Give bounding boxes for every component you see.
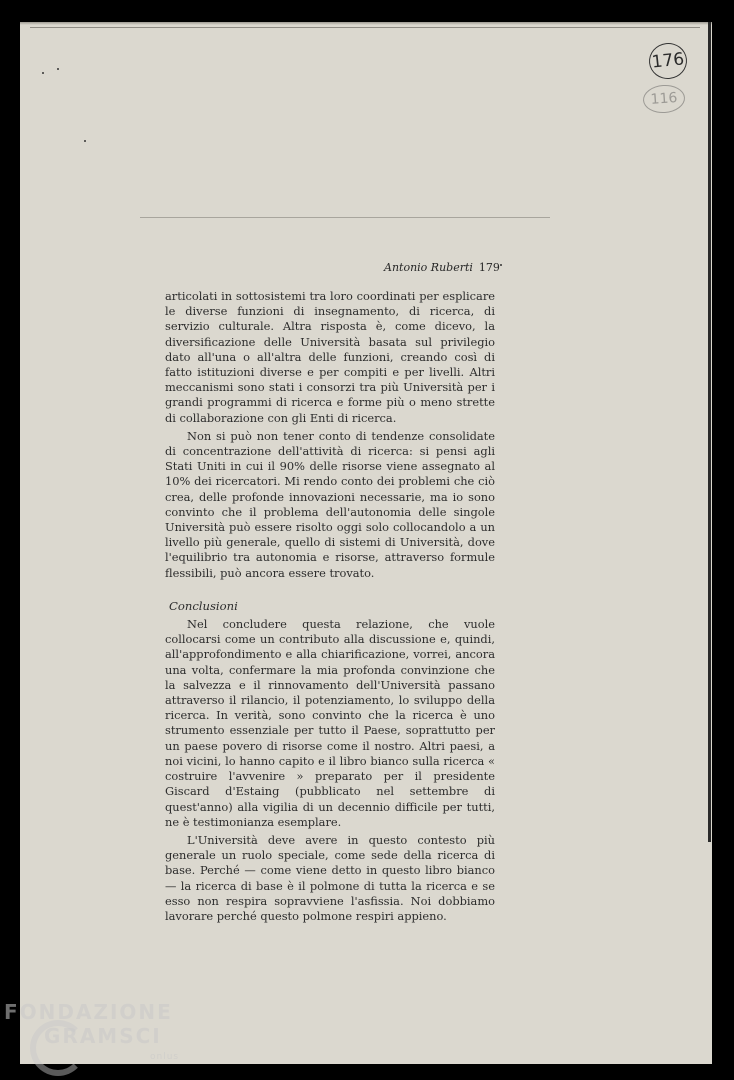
page-top-edge bbox=[20, 22, 712, 25]
paper-speck bbox=[500, 264, 502, 266]
ghost-line bbox=[30, 27, 700, 28]
paragraph: articolati in sottosistemi tra loro coordinati per esplicare le diverse funzioni di insegnamento, di ricerca, di servizio culturale. Altra risposta è, come dicevo, la diversificazione delle Università basata sul privilegio dato all'una o all'altra delle funzioni, creando così di fatto istituzioni diverse e per compiti e per livelli. Altri meccanismi sono stati i consorzi tra più Università per i grandi programmi di ricerca e forme più o meno strette di collaborazione con gli Enti di ricerca. bbox=[165, 289, 495, 425]
watermark-line2: GRAMSCI bbox=[44, 1024, 162, 1048]
page-number: 179 bbox=[478, 261, 500, 274]
running-head-author: Antonio Ruberti bbox=[384, 261, 473, 274]
paper-speck bbox=[84, 140, 86, 142]
watermark bbox=[4, 1000, 180, 1062]
paragraph: Nel concludere questa relazione, che vuole collocarsi come un contributo alla discussione e, quindi, all'approfondimento e alla chiarificazione, vorrei, ancora una volta, confermare la mia profonda convinzione che la salvezza e il rinnovamento dell'Università passano attraverso il rilancio, il potenziamento, lo sviluppo della ricerca. In verità, sono convinto che la ricerca è uno strumento essenziale per tutto il Paese, soprattutto per un paese povero di risorse come il nostro. Altri paesi, a noi vicini, lo hanno capito e il libro bianco sulla ricerca « costruire l'avvenire » preparato per il presidente Giscard d'Estaing (pubblicato nel settembre di quest'anno) alla vigilia di un decennio difficile per tutti, ne è testimonianza esemplare. bbox=[165, 617, 495, 829]
page-right-edge bbox=[708, 22, 711, 842]
watermark-suffix: onlus bbox=[150, 1052, 180, 1062]
paper-speck bbox=[57, 68, 59, 70]
body-text bbox=[165, 289, 495, 924]
paragraph: Non si può non tener conto di tendenze consolidate di concentrazione dell'attività di ricerca: si pensi agli Stati Uniti in cui il 90% delle risorse viene assegnato al 10% dei ricercatori. Mi rendo conto dei problemi che ciò crea, delle profonde innovazioni necessarie, ma io sono convinto che il problema dell'autonomia delle singole Università può essere risolto oggi solo collocandolo a un livello più generale, quello di sistemi di Università, dove l'equilibrio tra autonomia e risorse, attraverso formule flessibili, può ancora essere trovato. bbox=[165, 428, 495, 580]
ghost-line bbox=[140, 217, 550, 218]
running-head bbox=[384, 261, 500, 274]
section-heading: Conclusioni bbox=[169, 598, 238, 613]
archive-number-stamp: 176 bbox=[647, 41, 689, 81]
archive-number-stamp-faded: 116 bbox=[642, 84, 686, 115]
paragraph: L'Università deve avere in questo contesto più generale un ruolo speciale, come sede della ricerca di base. Perché — come viene detto in questo libro bianco — la ricerca di base è il polmone di tutta la ricerca e se esso non respira sopravviene l'asfissia. Noi dobbiamo lavorare perché questo polmone respiri appieno. bbox=[165, 832, 495, 923]
paper-speck bbox=[42, 72, 44, 74]
watermark-line1: FONDAZIONE bbox=[4, 1000, 173, 1024]
